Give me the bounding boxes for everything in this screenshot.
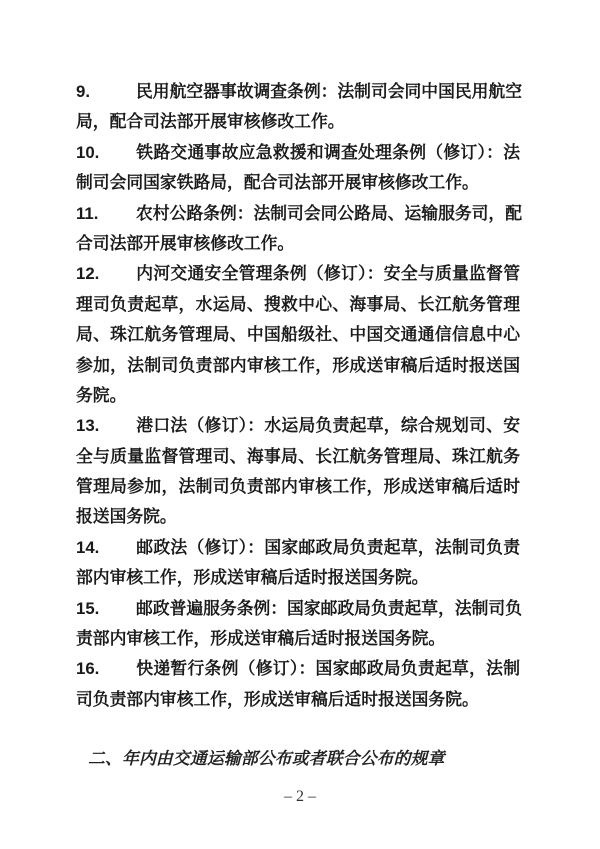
body-line: 11. 农村公路条例：法制司会同公路局、运输服务司，配 [76, 199, 520, 229]
body-line: 全与质量监督管理司、海事局、长江航务管理局、珠江航务 [76, 446, 520, 466]
item-number: 10. [76, 142, 100, 162]
body-line: 9. 民用航空器事故调查条例：法制司会同中国民用航空 [76, 77, 520, 107]
body-line: 16. 快递暂行条例（修订）：国家邮政局负责起草，法制 [76, 654, 520, 684]
document-body [76, 77, 520, 715]
item-number: 12. [76, 264, 100, 284]
body-line: 15. 邮政普遍服务条例：国家邮政局负责起草，法制司负 [76, 594, 520, 624]
item-number: 9. [76, 82, 90, 101]
body-line: 10. 铁路交通事故应急救援和调查处理条例（修订）：法 [76, 138, 520, 168]
body-line: 制司会同国家铁路局，配合司法部开展审核修改工作。 [76, 173, 479, 193]
page-number: – 2 – [284, 788, 316, 805]
body-line: 合司法部开展审核修改工作。 [76, 233, 295, 253]
body-line: 务院。 [76, 385, 127, 405]
body-line: 部内审核工作，形成送审稿后适时报送国务院。 [76, 568, 429, 588]
item-number: 14. [76, 537, 100, 557]
body-line: 报送国务院。 [76, 507, 177, 527]
section-heading: 二、年内由交通运输部公布或者联合公布的规章 [88, 749, 445, 768]
body-line: 司负责部内审核工作，形成送审稿后适时报送国务院。 [76, 689, 479, 709]
item-number: 15. [76, 598, 100, 618]
body-line: 12. 内河交通安全管理条例（修订）：安全与质量监督管 [76, 259, 520, 289]
item-number: 13. [76, 416, 100, 436]
item-number: 11. [76, 203, 99, 223]
body-line: 管理局参加，法制司负责部内审核工作，形成送审稿后适时 [76, 477, 520, 497]
body-line: 责部内审核工作，形成送审稿后适时报送国务院。 [76, 629, 446, 649]
body-line: 局、珠江航务管理局、中国船级社、中国交通通信信息中心 [76, 325, 520, 345]
body-line: 14. 邮政法（修订）：国家邮政局负责起草，法制司负责 [76, 533, 520, 563]
body-line: 13. 港口法（修订）：水运局负责起草，综合规划司、安 [76, 411, 520, 441]
body-line: 理司负责起草，水运局、搜救中心、海事局、长江航务管理 [76, 294, 520, 314]
body-line: 参加，法制司负责部内审核工作，形成送审稿后适时报送国 [76, 355, 520, 375]
item-number: 16. [76, 659, 100, 679]
body-line: 局，配合司法部开展审核修改工作。 [76, 112, 345, 132]
